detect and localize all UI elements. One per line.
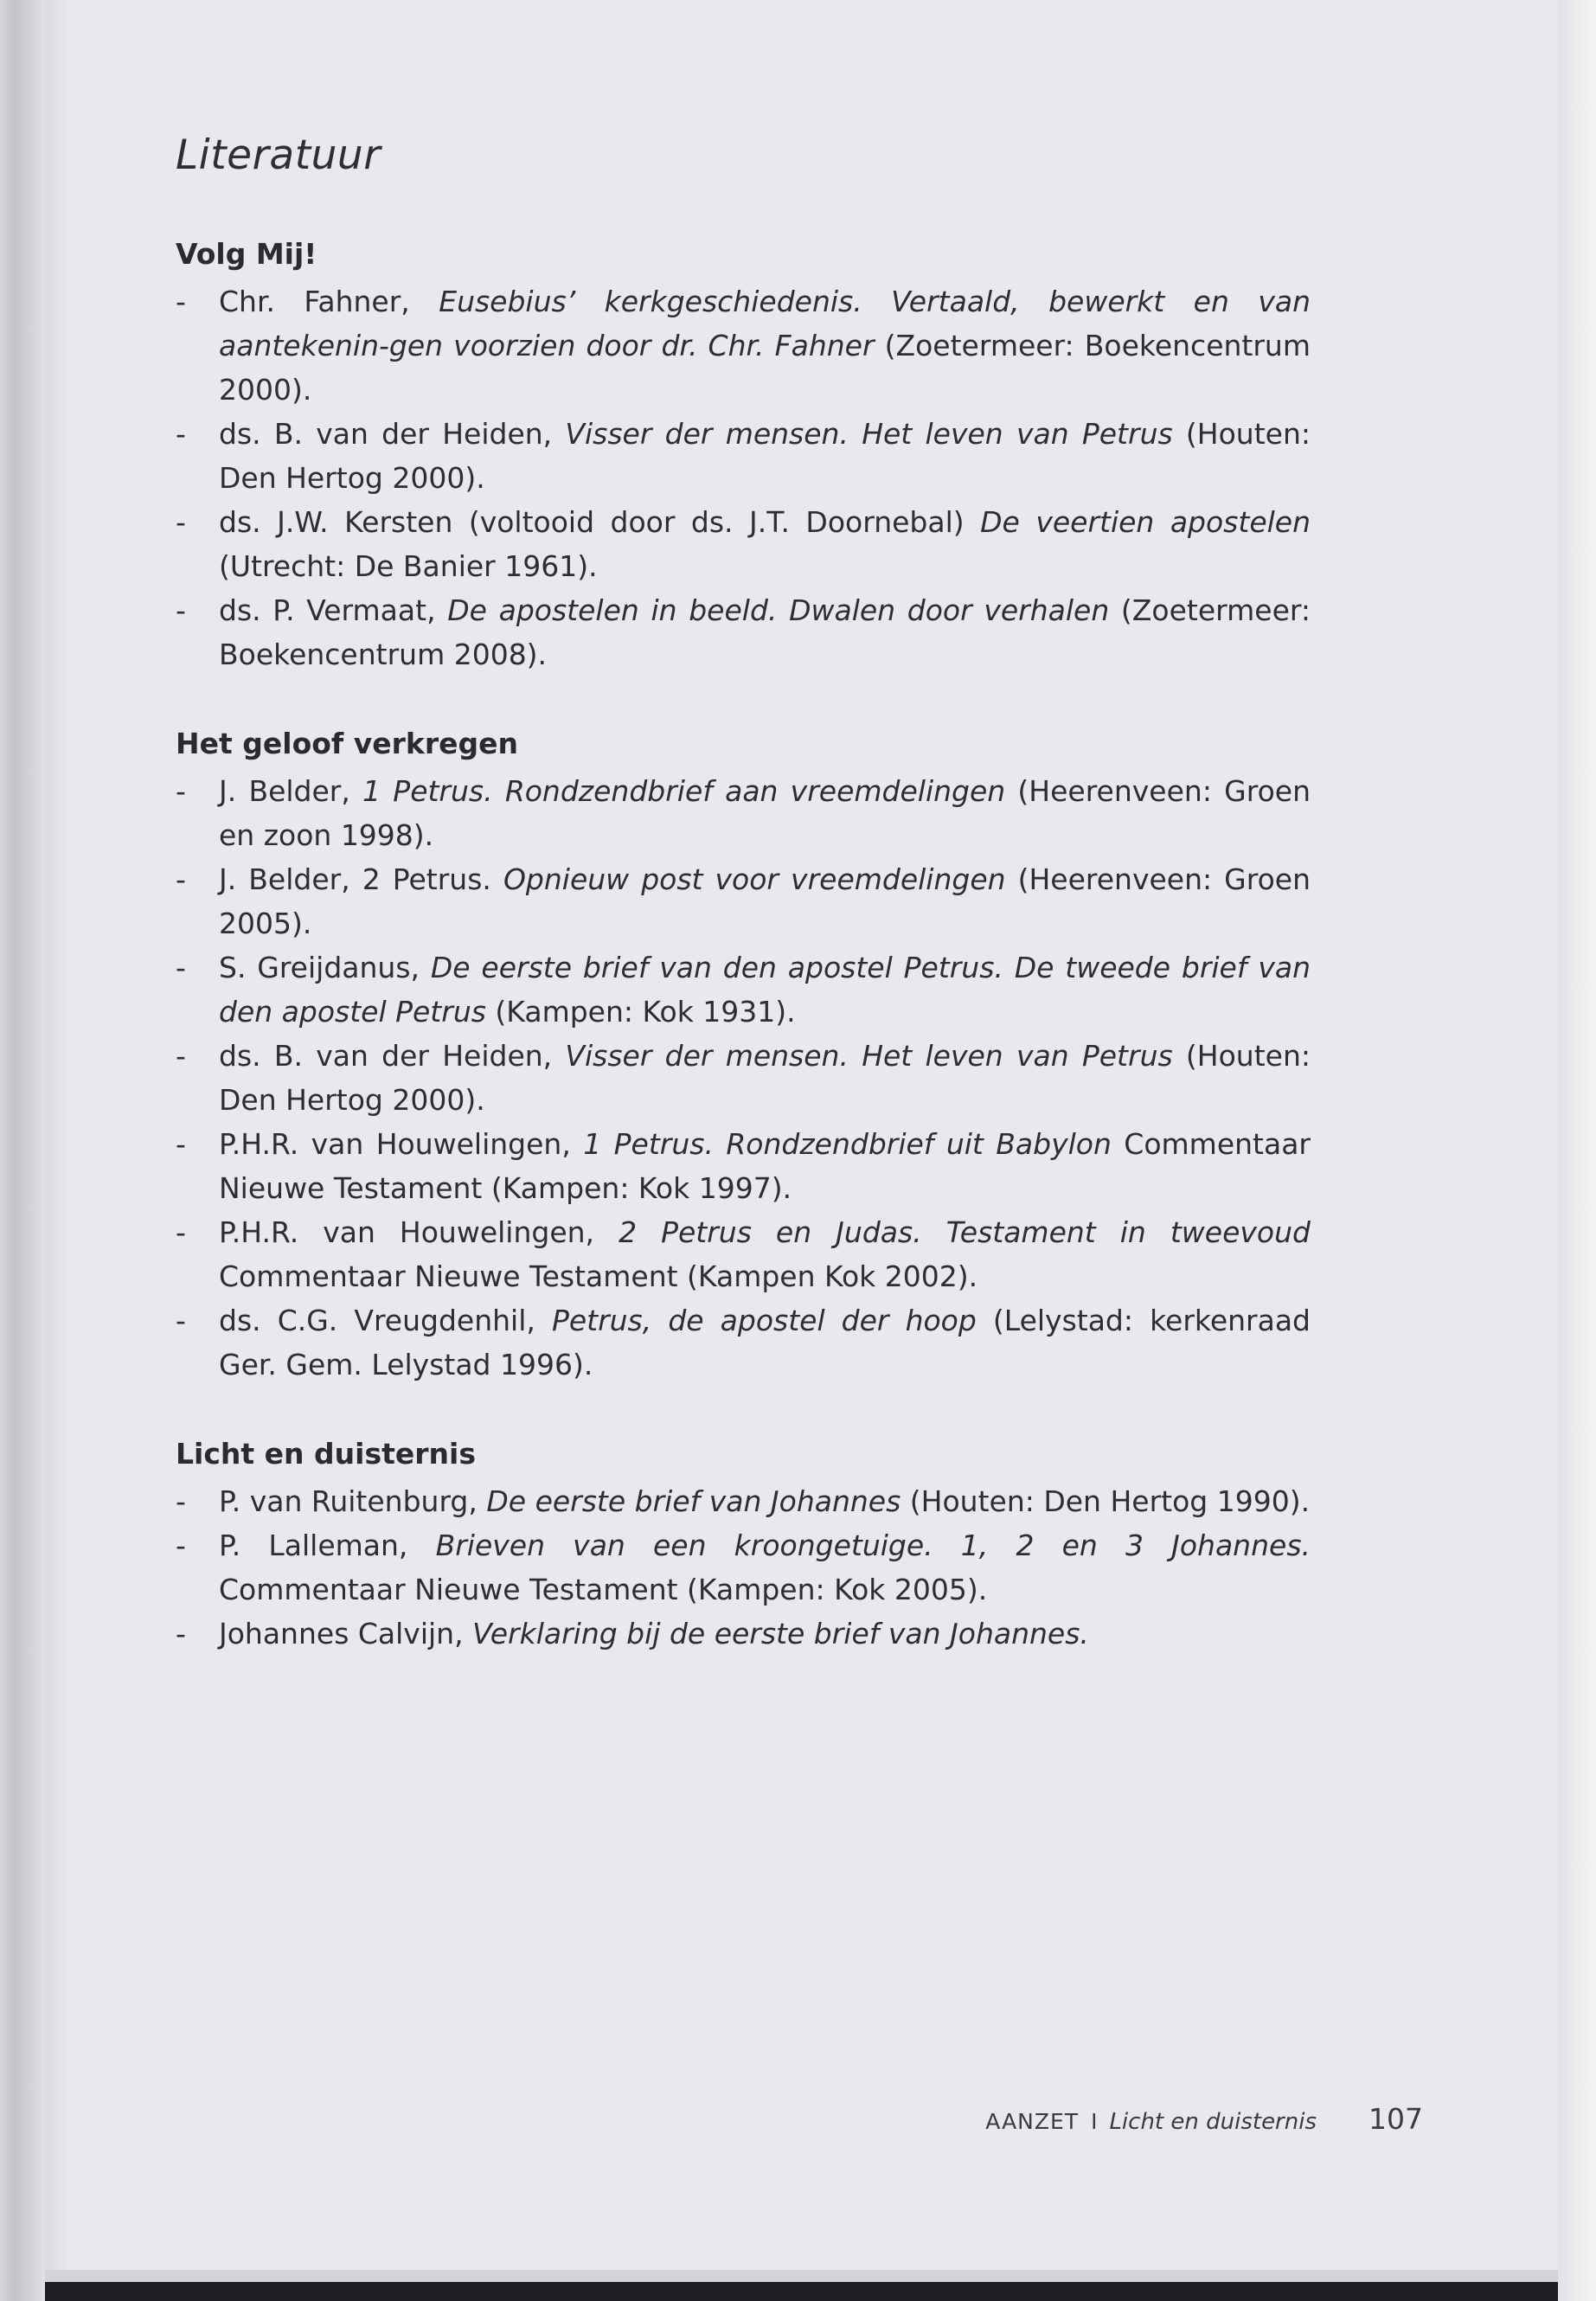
list-bullet: - [176, 417, 186, 451]
reference-entry [176, 769, 1311, 857]
reference-entry [176, 412, 1311, 500]
reference-text: Commentaar Nieuwe Testament (Kampen: Kok 2005). [219, 1573, 988, 1606]
reference-text: S. Greijdanus, [219, 951, 431, 984]
reference-title: De eerste brief van den apostel Petrus. De tweede brief van den apostel Petrus [219, 951, 1311, 1029]
reference-text: (Heerenveen: Groen 2005). [219, 862, 1311, 940]
reference-text: (Houten: Den Hertog 2000). [219, 1039, 1311, 1117]
reference-entry [176, 1122, 1311, 1210]
footer-chapter: Licht en duisternis [1109, 2109, 1317, 2135]
page-number: 107 [1368, 2102, 1423, 2136]
section-licht-en-duisternis [176, 1432, 1311, 1656]
reference-text: ds. B. van der Heiden, [219, 1039, 566, 1073]
reference-title: Opnieuw post voor vreemdelingen [503, 862, 1006, 896]
reference-title: Eusebius’ kerkgeschiedenis. Vertaald, bewerkt en van aantekenin-gen voorzien door dr. Chr. Fahner [219, 285, 1311, 362]
reference-entry [176, 1298, 1311, 1387]
reference-entry [176, 1612, 1311, 1656]
reference-entry [176, 1034, 1311, 1122]
reference-title: De eerste brief van Johannes [486, 1484, 901, 1518]
list-bullet: - [176, 505, 186, 539]
section-heading: Volg Mij! [176, 237, 317, 271]
bibliography [176, 232, 1311, 1701]
footer-series: AANZET [985, 2109, 1080, 2134]
list-bullet: - [176, 1304, 186, 1337]
reference-list [176, 1479, 1311, 1656]
reference-text: P. Lalleman, [219, 1529, 436, 1562]
page-binding-edge [0, 0, 45, 2301]
list-bullet: - [176, 285, 186, 318]
page-footer [985, 2102, 1423, 2136]
section-volg-mij [176, 232, 1311, 676]
reference-text: P.H.R. van Houwelingen, [219, 1215, 619, 1249]
reference-text: ds. C.G. Vreugdenhil, [219, 1304, 552, 1337]
reference-text: ds. B. van der Heiden, [219, 417, 566, 451]
reference-entry [176, 500, 1311, 588]
section-heading: Licht en duisternis [176, 1437, 476, 1471]
section-heading: Het geloof verkregen [176, 727, 519, 760]
reference-title: 2 Petrus en Judas. Testament in tweevoud [619, 1215, 1311, 1249]
list-bullet: - [176, 1484, 186, 1518]
reference-text: (Utrecht: De Banier 1961). [219, 549, 598, 583]
reference-text: ds. P. Vermaat, [219, 593, 448, 627]
reference-title: 1 Petrus. Rondzendbrief aan vreemdelingen [362, 774, 1006, 808]
reference-text: Chr. Fahner, [219, 285, 439, 318]
reference-text: (Houten: Den Hertog 2000). [219, 417, 1311, 495]
reference-text: (Zoetermeer: Boekencentrum 2000). [219, 329, 1311, 407]
reference-entry [176, 945, 1311, 1034]
reference-entry [176, 857, 1311, 945]
reference-text: J. Belder, [219, 774, 363, 808]
reference-text: Johannes Calvijn, [219, 1617, 473, 1650]
list-bullet: - [176, 774, 186, 808]
reference-text: (Houten: Den Hertog 1990). [901, 1484, 1311, 1518]
reference-text: (Zoetermeer: Boekencentrum 2008). [219, 593, 1311, 671]
reference-entry [176, 279, 1311, 412]
reference-title: Visser der mensen. Het leven van Petrus [565, 1039, 1173, 1073]
reference-title: Visser der mensen. Het leven van Petrus [565, 417, 1173, 451]
list-bullet: - [176, 1215, 186, 1249]
list-bullet: - [176, 951, 186, 984]
page-right-edge [1558, 0, 1596, 2301]
reference-entry [176, 1523, 1311, 1612]
reference-entry [176, 1210, 1311, 1298]
list-bullet: - [176, 1127, 186, 1161]
reference-text: (Kampen: Kok 1931). [485, 995, 796, 1029]
reference-title: Petrus, de apostel der hoop [551, 1304, 977, 1337]
reference-text: (Heerenveen: Groen en zoon 1998). [219, 774, 1311, 852]
list-bullet: - [176, 1039, 186, 1073]
page-bottom-edge [45, 2282, 1558, 2301]
reference-entry [176, 1479, 1311, 1523]
page-gutter-shadow [45, 0, 71, 2301]
list-bullet: - [176, 862, 186, 896]
list-bullet: - [176, 1617, 186, 1650]
page-bottom-strip [45, 2270, 1558, 2282]
list-bullet: - [176, 1529, 186, 1562]
footer-separator: I [1091, 2109, 1098, 2134]
reference-title: De veertien apostelen [980, 505, 1311, 539]
reference-list [176, 769, 1311, 1387]
reference-title: Verklaring bij de eerste brief van Johannes. [472, 1617, 1089, 1650]
reference-title: 1 Petrus. Rondzendbrief uit Babylon [583, 1127, 1112, 1161]
reference-text: P.H.R. van Houwelingen, [219, 1127, 584, 1161]
reference-list [176, 279, 1311, 676]
reference-text: ds. J.W. Kersten (voltooid door ds. J.T. Doornebal) [219, 505, 981, 539]
reference-text: P. van Ruitenburg, [219, 1484, 487, 1518]
reference-text: (Lelystad: kerkenraad Ger. Gem. Lelystad 1996). [219, 1304, 1311, 1381]
reference-title: Brieven van een kroongetuige. 1, 2 en 3 Johannes. [435, 1529, 1311, 1562]
list-bullet: - [176, 593, 186, 627]
reference-text: Commentaar Nieuwe Testament (Kampen Kok 2002). [219, 1259, 978, 1293]
reference-text: J. Belder, 2 Petrus. [219, 862, 503, 896]
reference-text: Commentaar Nieuwe Testament (Kampen: Kok 1997). [219, 1127, 1311, 1205]
page-title: Literatuur [176, 131, 381, 179]
section-het-geloof-verkregen [176, 721, 1311, 1387]
reference-title: De apostelen in beeld. Dwalen door verhalen [447, 593, 1110, 627]
reference-entry [176, 588, 1311, 676]
